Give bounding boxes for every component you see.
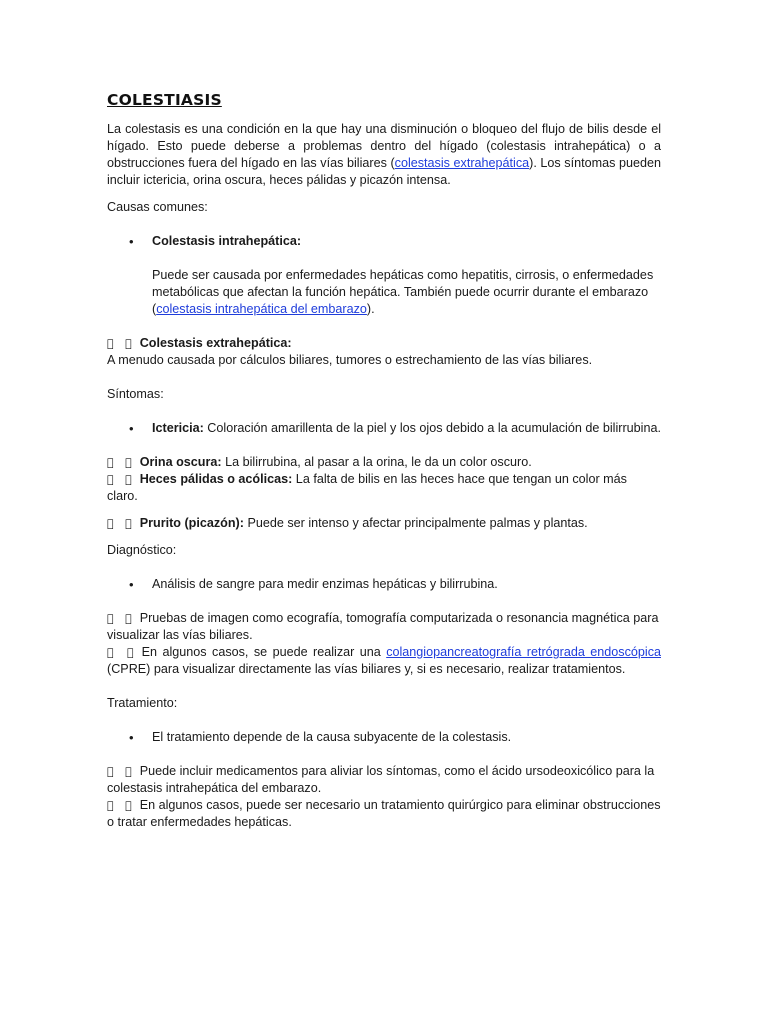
bullet-glyph-icon [107,799,136,812]
sintoma-heces-line [107,471,661,505]
bullet-glyph-icon [107,646,138,659]
sintoma-prurito-title: Prurito (picazón): [111,499,216,513]
sintoma-orina-title: Orina oscura: [111,455,193,469]
sintomas-list [107,420,661,437]
list-item: • Análisis de sangre para medir enzimas hepáticas y bilirrubina. [107,576,661,593]
tratamiento-item-3 [107,781,661,831]
sintoma-ictericia-title: Ictericia: [152,421,204,435]
bullet-glyph-icon [107,337,136,350]
list-item [107,420,661,437]
section-heading-tratamiento: Tratamiento: [107,679,178,693]
bullet-glyph-icon [107,612,136,625]
sintoma-orina-desc: La bilirrubina, al pasar a la orina, le da un color oscuro. [192,455,504,469]
sintoma-heces-desc: La falta de bilis en las heces hace que tengan un color más claro. [263,472,633,486]
document-title: COLESTIASIS [107,91,222,109]
intro-paragraph [107,121,661,189]
bullet-glyph-icon [107,473,136,486]
intro-text-end: ). Los síntomas pueden incluir ictericia, orina oscura, heces pálidas y picazón intensa. [107,156,661,187]
link-cpre[interactable]: colangiopancreatografía retrógrada endoscópica [342,628,614,642]
section-heading-diagnostico: Diagnóstico: [107,526,177,540]
diagnostico-item-2-text: Pruebas de imagen como ecografía, tomografía computarizada o resonancia magnética para visualizar las vías biliares. [107,594,630,625]
tratamiento-item-3-text: En algunos casos, puede ser necesario un tratamiento quirúrgico para eliminar obstrucciones o tratar enfermedades hepáticas. [107,781,643,812]
link-colestasis-extrahepatica[interactable]: colestasis extrahepática [394,156,530,170]
sintoma-heces-title: Heces pálidas o acólicas: [111,472,264,486]
list-item: • El tratamiento depende de la causa subyacente de la colestasis. [107,729,661,746]
causa-extra-title: Colestasis extrahepática: [111,336,263,350]
causa-intra-title: Colestasis intrahepática: [152,234,302,248]
sintoma-prurito-line [107,499,661,532]
intro-text-start: La colestasis es una condición en la que hay una disminución o bloqueo del flujo de bilis desde el hígado. Esto puede deberse a problemas dentro del hígado (colestasis intrahepática) o a obstrucciones fuera del hígado en las vías biliares ( [107,122,661,170]
causa-intra-description [107,267,661,318]
sintoma-prurito-desc: Puede ser intenso y afectar principalmente palmas y plantas. [215,499,559,513]
diagnostico-item-3-end: (CPRE) para visualizar directamente las vías biliares y, si es necesario, realizar tratamientos. [107,628,661,659]
diagnostico-list [107,560,661,593]
section-heading-causas: Causas comunes: [107,200,208,214]
sintoma-orina-line [107,454,661,471]
section-heading-sintomas: Síntomas: [107,387,164,401]
causa-extra-description: A menudo causada por cálculos biliares, tumores o estrechamiento de las vías biliares. [107,353,593,367]
tratamiento-item-2 [107,747,661,797]
intra-desc-end: ). [366,302,375,316]
bullet-glyph-icon [107,517,136,530]
bullet-glyph-icon [107,765,136,778]
list-item [107,233,661,250]
diagnostico-item-3 [107,628,661,678]
tratamiento-item-2-text: Puede incluir medicamentos para aliviar los síntomas, como el ácido ursodeoxicólico para la colestasis intrahepática del embarazo. [107,747,626,778]
causa-extra-line [107,335,661,352]
diagnostico-item-3-start: En algunos casos, se puede realizar una [111,628,343,642]
intra-desc-start: Puede ser causada por enfermedades hepáticas como hepatitis, cirrosis, o enfermedades metabólicas que afectan la función hepática. También puede ocurrir durante el embarazo ( [152,268,654,316]
sintoma-ictericia-desc: Coloración amarillenta de la piel y los ojos debido a la acumulación de bilirrubina. [203,421,661,435]
diagnostico-item-2 [107,594,661,644]
tratamiento-list [107,713,661,746]
bullet-glyph-icon [107,456,136,469]
document-body [107,90,661,831]
link-colestasis-intrahepatica-embarazo[interactable]: colestasis intrahepática del embarazo [156,302,367,316]
causas-list [107,233,661,250]
